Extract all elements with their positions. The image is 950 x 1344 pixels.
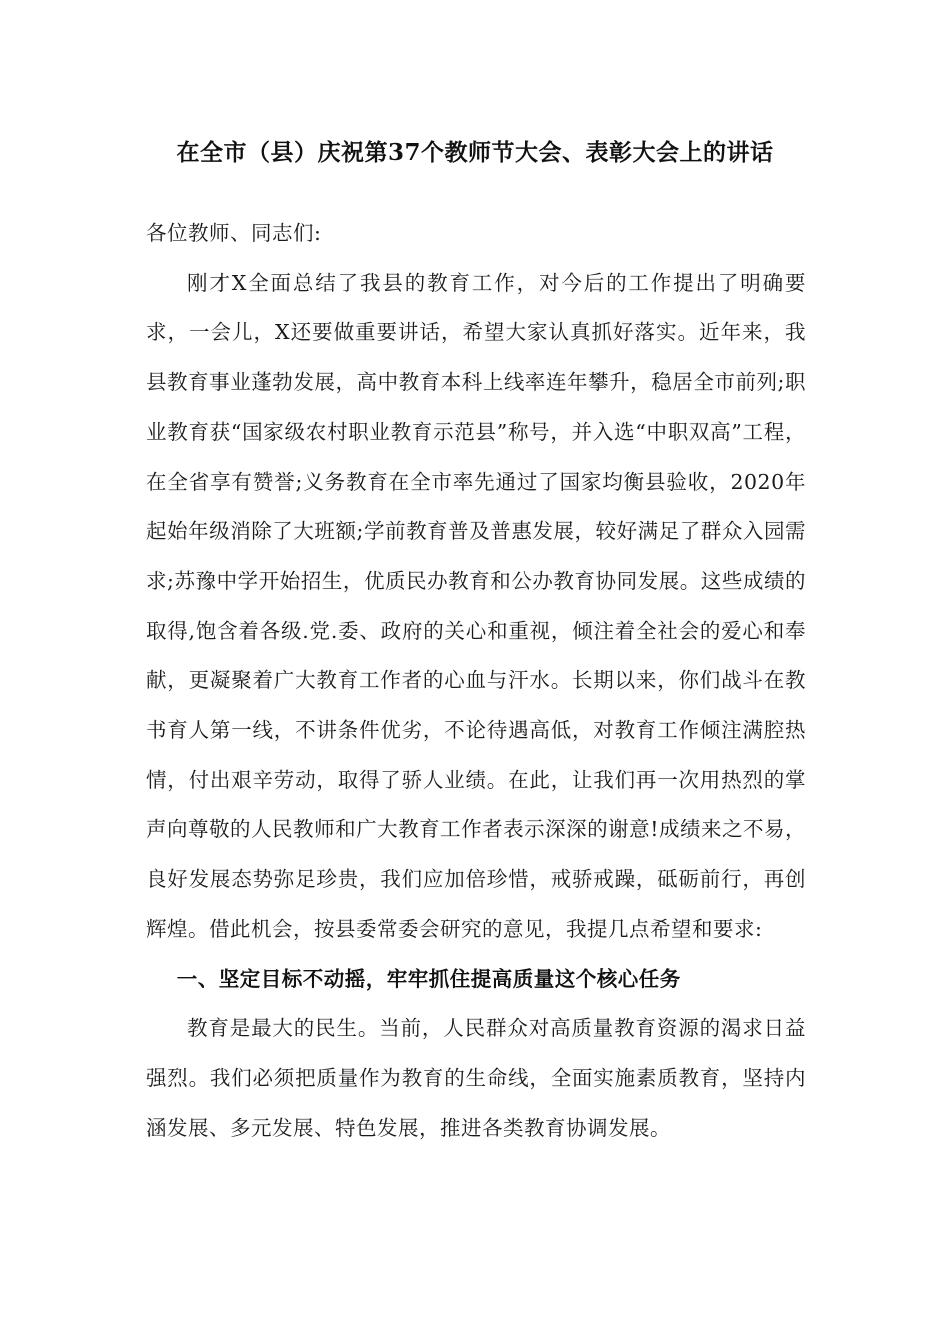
- document-body: [146, 209, 806, 1153]
- paragraph: 刚才X全面总结了我县的教育工作，对今后的工作提出了明确要求，一会儿，X还要做重要讲话，希望大家认真抓好落实。近年来，我县教育事业蓬勃发展，高中教育本科上线率连年攀升，稳居全市前列;职业教育获“国家级农村职业教育示范县”称号，并入选“中职双高”工程，在全省享有赞誉;义务教育在全市率先通过了国家均衡县验收，2020年起始年级消除了大班额;学前教育普及普惠发展，较好满足了群众入园需求;苏豫中学开始招生，优质民办教育和公办教育协同发展。这些成绩的取得,饱含着各级.党.委、政府的关心和重视，倾注着全社会的爱心和奉献，更凝聚着广大教育工作者的心血与汗水。长期以来，你们战斗在教书育人第一线，不讲条件优劣，不论待遇高低，对教育工作倾注满腔热情，付出艰辛劳动，取得了骄人业绩。在此，让我们再一次用热烈的掌声向尊敬的人民教师和广大教育工作者表示深深的谢意!成绩来之不易，良好发展态势弥足珍贵，我们应加倍珍惜，戒骄戒躁，砥砺前行，再创辉煌。借此机会，按县委常委会研究的意见，我提几点希望和要求:: [146, 270, 806, 941]
- salutation: 各位教师、同志们:: [146, 221, 322, 245]
- section-heading: 一、坚定目标不动摇，牢牢抓住提高质量这个核心任务: [176, 966, 681, 991]
- paragraph: 教育是最大的民生。当前，人民群众对高质量教育资源的渴求日益强烈。我们必须把质量作为教育的生命线，全面实施素质教育，坚持内涵发展、多元发展、特色发展，推进各类教育协调发展。: [146, 1016, 806, 1140]
- document-title: 在全市（县）庆祝第37个教师节大会、表彰大会上的讲话: [176, 139, 774, 166]
